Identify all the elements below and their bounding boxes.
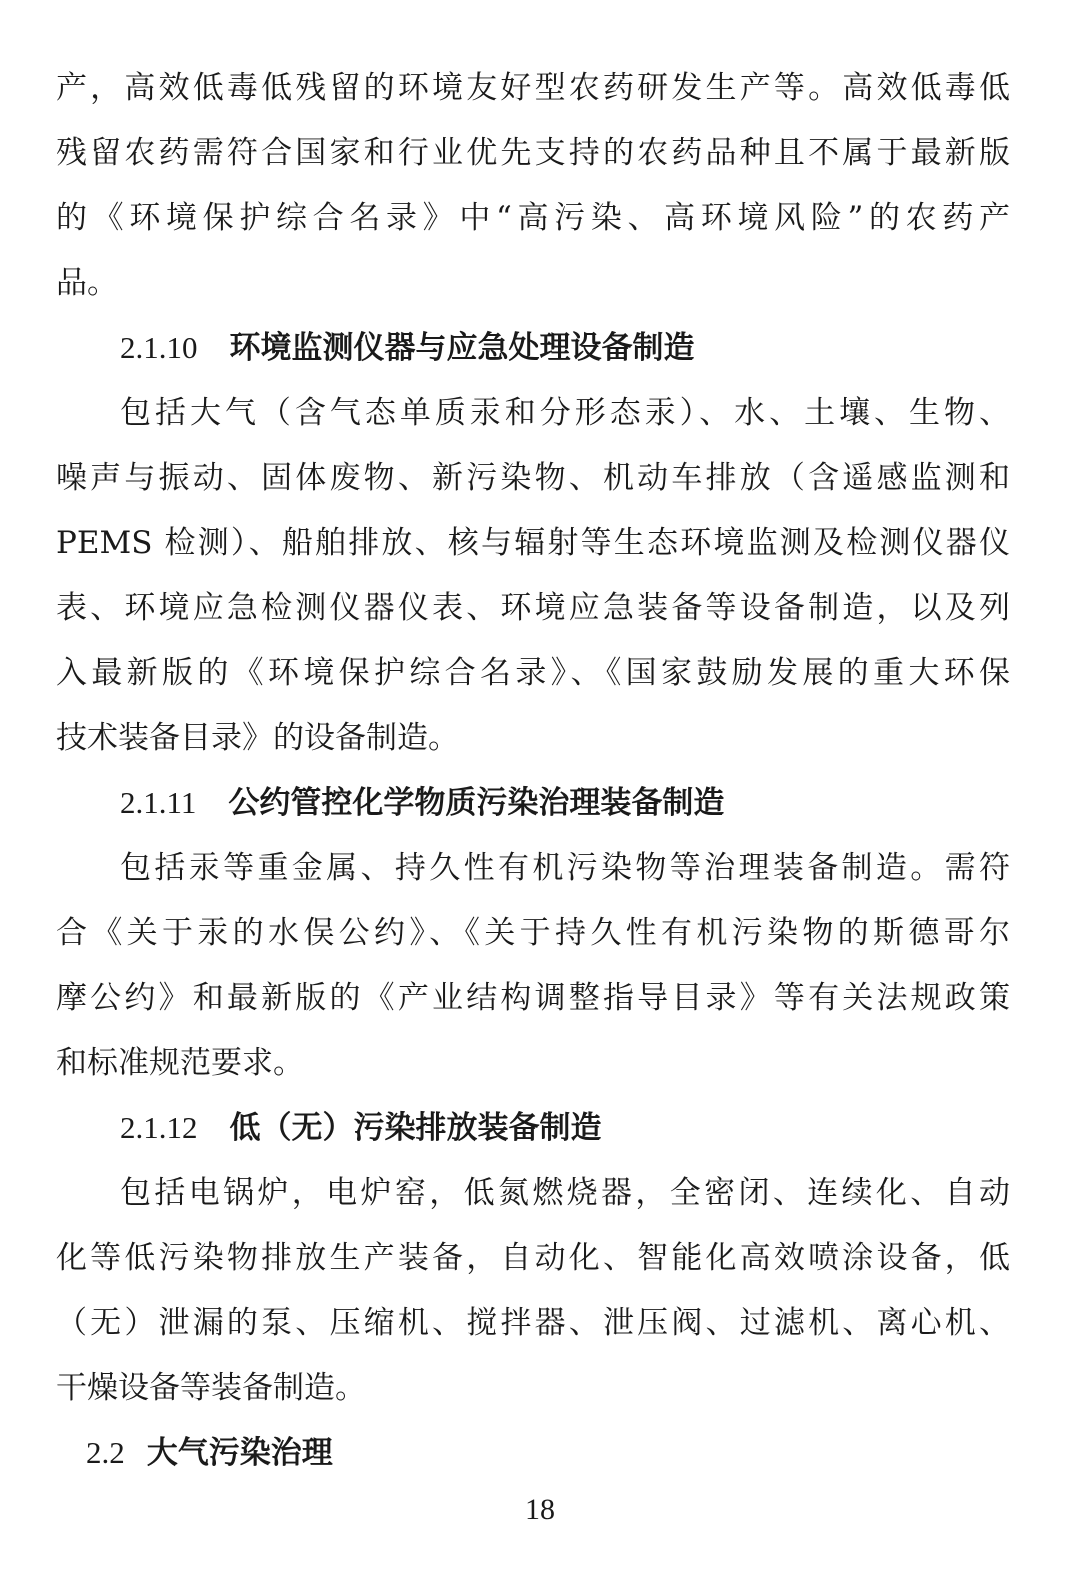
section-2-1-10-line-5: 入最新版的《环境保护综合名录》、《国家鼓励发展的重大环保 — [56, 655, 1010, 691]
section-2-1-10-line-1: 包括大气（含气态单质汞和分形态汞）、水、土壤、生物、 — [120, 395, 1010, 431]
intro-line-1: 产，高效低毒低残留的环境友好型农药研发生产等。高效低毒低 — [56, 70, 1010, 106]
section-2-1-11-line-4: 和标准规范要求。 — [56, 1045, 304, 1081]
section-heading-2-1-11 — [120, 781, 724, 825]
section-2-1-12-line-1: 包括电锅炉，电炉窑，低氮燃烧器，全密闭、连续化、自动 — [120, 1175, 1010, 1211]
section-title: 公约管控化学物质污染治理装备制造 — [228, 785, 725, 821]
section-heading-2-2 — [86, 1431, 333, 1475]
section-number: 2.1.12 — [120, 1110, 198, 1145]
section-2-1-10-line-6: 技术装备目录》的设备制造。 — [56, 720, 459, 756]
section-2-1-12-line-2: 化等低污染物排放生产装备，自动化、智能化高效喷涂设备，低 — [56, 1240, 1010, 1276]
section-2-1-10-line-3: PEMS 检测）、船舶排放、核与辐射等生态环境监测及检测仪器仪 — [56, 525, 1010, 561]
section-title: 大气污染治理 — [146, 1435, 333, 1471]
section-heading-2-1-12 — [120, 1106, 602, 1150]
section-2-1-11-line-1: 包括汞等重金属、持久性有机污染物等治理装备制造。需符 — [120, 850, 1010, 886]
section-heading-2-1-10 — [120, 326, 695, 370]
page-number: 18 — [525, 1493, 555, 1526]
section-title: 环境监测仪器与应急处理设备制造 — [229, 330, 695, 366]
section-number: 2.1.11 — [120, 785, 197, 820]
section-number: 2.1.10 — [120, 330, 198, 365]
section-2-1-10-line-2: 噪声与振动、固体废物、新污染物、机动车排放（含遥感监测和 — [56, 460, 1010, 496]
section-2-1-12-line-3: （无）泄漏的泵、压缩机、搅拌器、泄压阀、过滤机、离心机、 — [56, 1305, 1010, 1341]
intro-line-4: 品。 — [56, 265, 118, 301]
intro-line-2: 残留农药需符合国家和行业优先支持的农药品种且不属于最新版 — [56, 135, 1010, 171]
section-2-1-12-line-4: 干燥设备等装备制造。 — [56, 1370, 366, 1406]
section-2-1-10-line-4: 表、环境应急检测仪器仪表、环境应急装备等设备制造，以及列 — [56, 590, 1010, 626]
section-title: 低（无）污染排放装备制造 — [229, 1110, 602, 1146]
section-2-1-11-line-2: 合《关于汞的水俣公约》、《关于持久性有机污染物的斯德哥尔 — [56, 915, 1010, 951]
section-2-1-11-line-3: 摩公约》和最新版的《产业结构调整指导目录》等有关法规政策 — [56, 980, 1010, 1016]
intro-line-3: 的《环境保护综合名录》中“高污染、高环境风险”的农药产 — [56, 200, 1010, 236]
section-number: 2.2 — [86, 1435, 125, 1470]
